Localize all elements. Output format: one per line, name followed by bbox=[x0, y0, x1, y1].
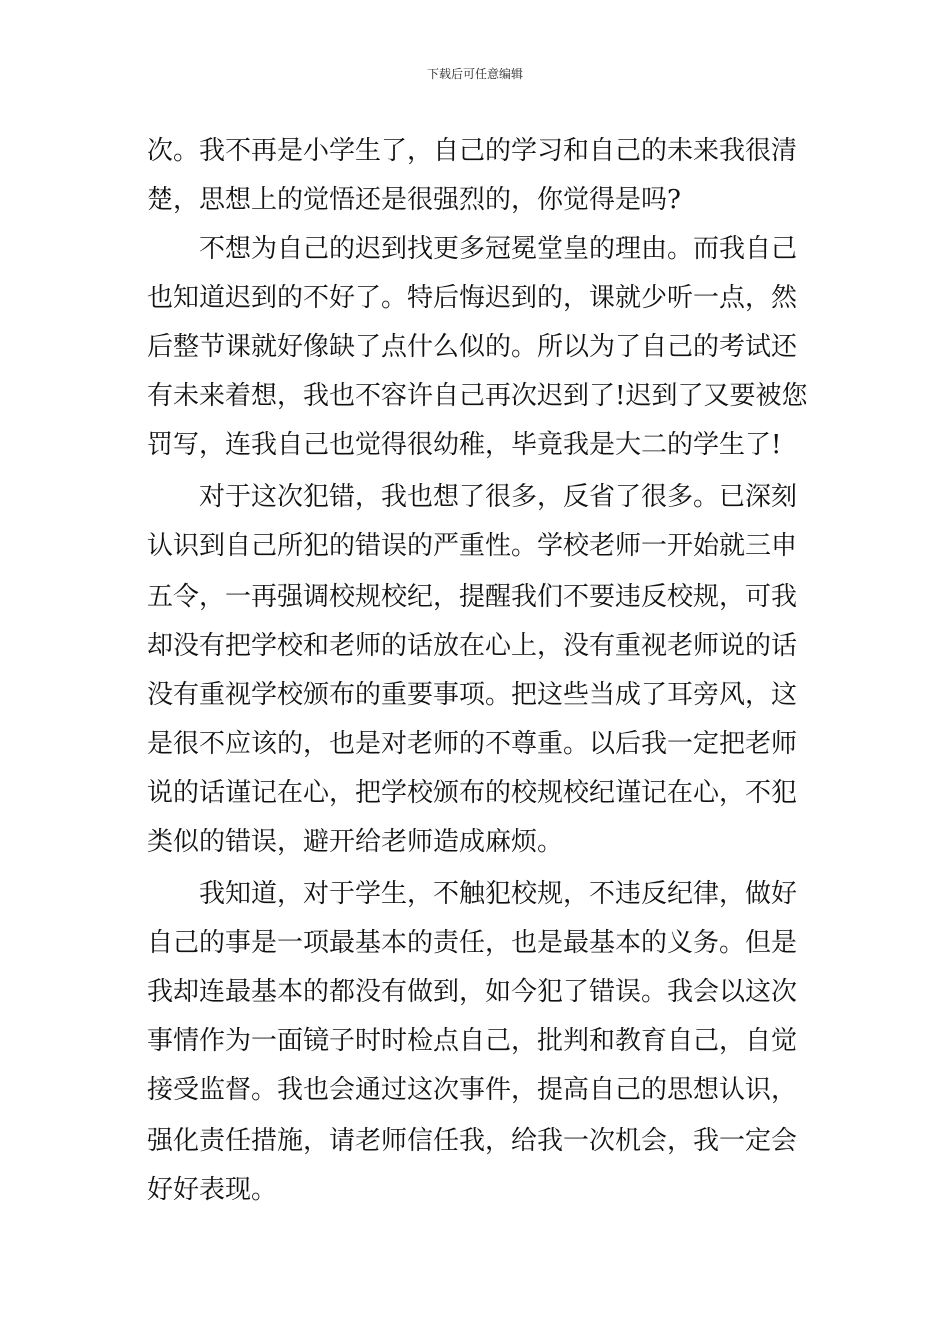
text-line: 类似的错误，避开给老师造成麻烦。 bbox=[147, 827, 564, 857]
text-line: 是很不应该的，也是对老师的不尊重。以后我一定把老师 bbox=[147, 729, 798, 759]
text-line: 强化责任措施，请老师信任我，给我一次机会，我一定会 bbox=[147, 1126, 798, 1156]
text-line: 认识到自己所犯的错误的严重性。学校老师一开始就三申 bbox=[147, 531, 798, 561]
text-line: 不想为自己的迟到找更多冠冕堂皇的理由。而我自己 bbox=[147, 234, 798, 264]
text-line: 自己的事是一项最基本的责任，也是最基本的义务。但是 bbox=[147, 928, 798, 958]
text-line: 接受监督。我也会通过这次事件，提高自己的思想认识， bbox=[147, 1075, 798, 1105]
text-line: 楚，思想上的觉悟还是很强烈的，你觉得是吗? bbox=[147, 185, 681, 215]
text-line: 次。我不再是小学生了，自己的学习和自己的未来我很清 bbox=[147, 136, 798, 166]
page-header: 下载后可任意编辑 bbox=[426, 67, 523, 81]
text-line: 也知道迟到的不好了。特后悔迟到的，课就少听一点，然 bbox=[147, 283, 798, 313]
text-line: 有未来着想，我也不容许自己再次迟到了!迟到了又要被您 bbox=[147, 381, 808, 411]
text-line: 罚写，连我自己也觉得很幼稚，毕竟我是大二的学生了! bbox=[147, 430, 782, 460]
text-line: 却没有把学校和老师的话放在心上，没有重视老师说的话 bbox=[147, 631, 798, 661]
text-line: 后整节课就好像缺了点什么似的。所以为了自己的考试还 bbox=[147, 332, 798, 362]
text-line: 没有重视学校颁布的重要事项。把这些当成了耳旁风，这 bbox=[147, 680, 798, 710]
text-line: 事情作为一面镜子时时检点自己，批判和教育自己，自觉 bbox=[147, 1026, 798, 1056]
text-line: 说的话谨记在心，把学校颁布的校规校纪谨记在心，不犯 bbox=[147, 778, 798, 808]
text-line: 好好表现。 bbox=[147, 1175, 278, 1205]
text-line: 我却连最基本的都没有做到，如今犯了错误。我会以这次 bbox=[147, 977, 798, 1007]
text-line: 我知道，对于学生，不触犯校规，不违反纪律，做好 bbox=[147, 879, 798, 909]
text-line: 五令，一再强调校规校纪，提醒我们不要违反校规，可我 bbox=[147, 582, 798, 612]
text-line: 对于这次犯错，我也想了很多，反省了很多。已深刻 bbox=[147, 482, 798, 512]
